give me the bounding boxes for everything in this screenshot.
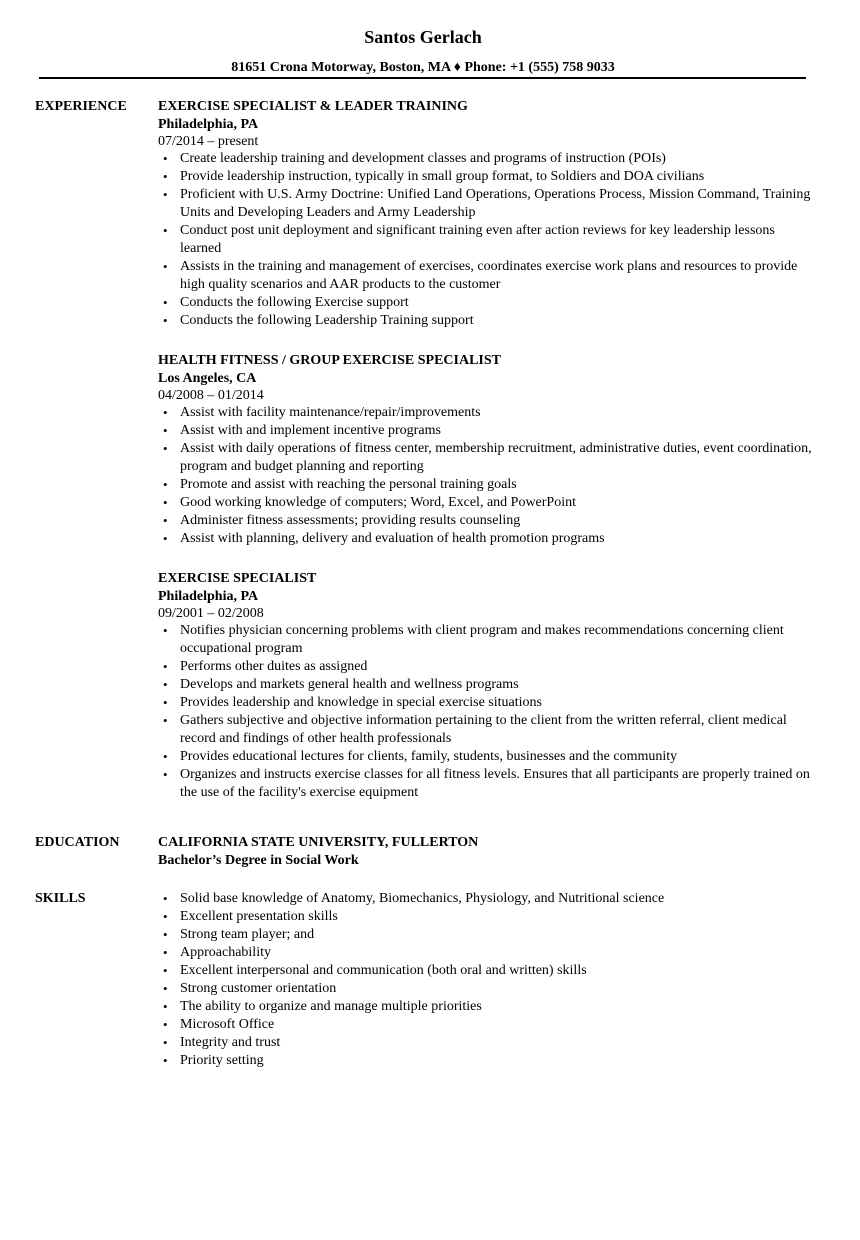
bullet-item: • Conducts the following Leadership Training support [180,312,814,330]
skill-item: • Integrity and trust [180,1034,814,1052]
job-dates: 09/2001 – 02/2008 [158,606,264,621]
skill-item: • Strong team player; and [180,926,814,944]
job-bullets [158,404,814,548]
bullet-item: • Performs other duites as assigned [180,658,814,676]
bullet-item: • Provides leadership and knowledge in special exercise situations [180,694,814,712]
experience-heading: EXPERIENCE [35,99,127,114]
skills-heading: SKILLS [35,891,86,906]
bullet-item: • Notifies physician concerning problems with client program and makes recommendations concerning client occupational program [180,622,814,658]
skill-item: • Excellent interpersonal and communication (both oral and written) skills [180,962,814,980]
bullet-item: • Create leadership training and development classes and programs of instruction (POIs) [180,150,814,168]
job-bullets [158,622,814,802]
job-bullets [158,150,814,330]
bullet-item: • Provides educational lectures for clients, family, students, businesses and the community [180,748,814,766]
job-entry [158,352,814,548]
bullet-item: • Promote and assist with reaching the personal training goals [180,476,814,494]
job-dates: 07/2014 – present [158,134,259,149]
bullet-item: • Gathers subjective and objective information pertaining to the client from the written referral, client medical record and findings of other health professionals [180,712,814,748]
skills-body [158,890,814,1070]
bullet-item: • Organizes and instructs exercise classes for all fitness levels. Ensures that all participants are properly trained on the use of the facility's exercise equipment [180,766,814,802]
skill-item: • Microsoft Office [180,1016,814,1034]
bullet-item: • Provide leadership instruction, typically in small group format, to Soldiers and DOA civilians [180,168,814,186]
education-heading: EDUCATION [35,835,120,850]
bullet-item: • Develops and markets general health and wellness programs [180,676,814,694]
bullet-item: • Conducts the following Exercise support [180,294,814,312]
bullet-item: • Assist with and implement incentive programs [180,422,814,440]
job-location: Los Angeles, CA [158,371,257,386]
job-title: EXERCISE SPECIALIST & LEADER TRAINING [158,99,468,114]
job-title: HEALTH FITNESS / GROUP EXERCISE SPECIALIST [158,353,501,368]
contact-line: 81651 Crona Motorway, Boston, MA ♦ Phone: +1 (555) 758 9033 [231,60,615,75]
bullet-item: • Administer fitness assessments; providing results counseling [180,512,814,530]
bullet-item: • Assist with planning, delivery and evaluation of health promotion programs [180,530,814,548]
school-name: CALIFORNIA STATE UNIVERSITY, FULLERTON [158,835,479,850]
bullet-item: • Proficient with U.S. Army Doctrine: Unified Land Operations, Operations Process, Mission Command, Training Units and Developing Leaders and Army Leadership [180,186,814,222]
skill-item: • Approachability [180,944,814,962]
skills-list [158,890,814,1070]
bullet-item: • Assists in the training and management of exercises, coordinates exercise work plans and resources to provide high quality scenarios and AAR products to the customer [180,258,814,294]
bullet-item: • Conduct post unit deployment and significant training even after action reviews for key leadership lessons learned [180,222,814,258]
bullet-item: • Assist with daily operations of fitness center, membership recruitment, administrative duties, event coordination, program and budget planning and reporting [180,440,814,476]
skill-item: • Solid base knowledge of Anatomy, Biomechanics, Physiology, and Nutritional science [180,890,814,908]
job-location: Philadelphia, PA [158,589,259,604]
skill-item: • Strong customer orientation [180,980,814,998]
skill-item: • Excellent presentation skills [180,908,814,926]
bullet-item: • Assist with facility maintenance/repair/improvements [180,404,814,422]
skill-item: • Priority setting [180,1052,814,1070]
degree-name: Bachelor’s Degree in Social Work [158,853,359,868]
experience-body [158,98,814,802]
education-body [158,834,814,870]
job-entry [158,98,814,330]
candidate-name: Santos Gerlach [364,27,482,47]
header-divider [39,77,806,79]
bullet-item: • Good working knowledge of computers; Word, Excel, and PowerPoint [180,494,814,512]
job-entry [158,570,814,802]
skill-item: • The ability to organize and manage multiple priorities [180,998,814,1016]
job-location: Philadelphia, PA [158,117,259,132]
job-title: EXERCISE SPECIALIST [158,571,317,586]
job-dates: 04/2008 – 01/2014 [158,388,264,403]
